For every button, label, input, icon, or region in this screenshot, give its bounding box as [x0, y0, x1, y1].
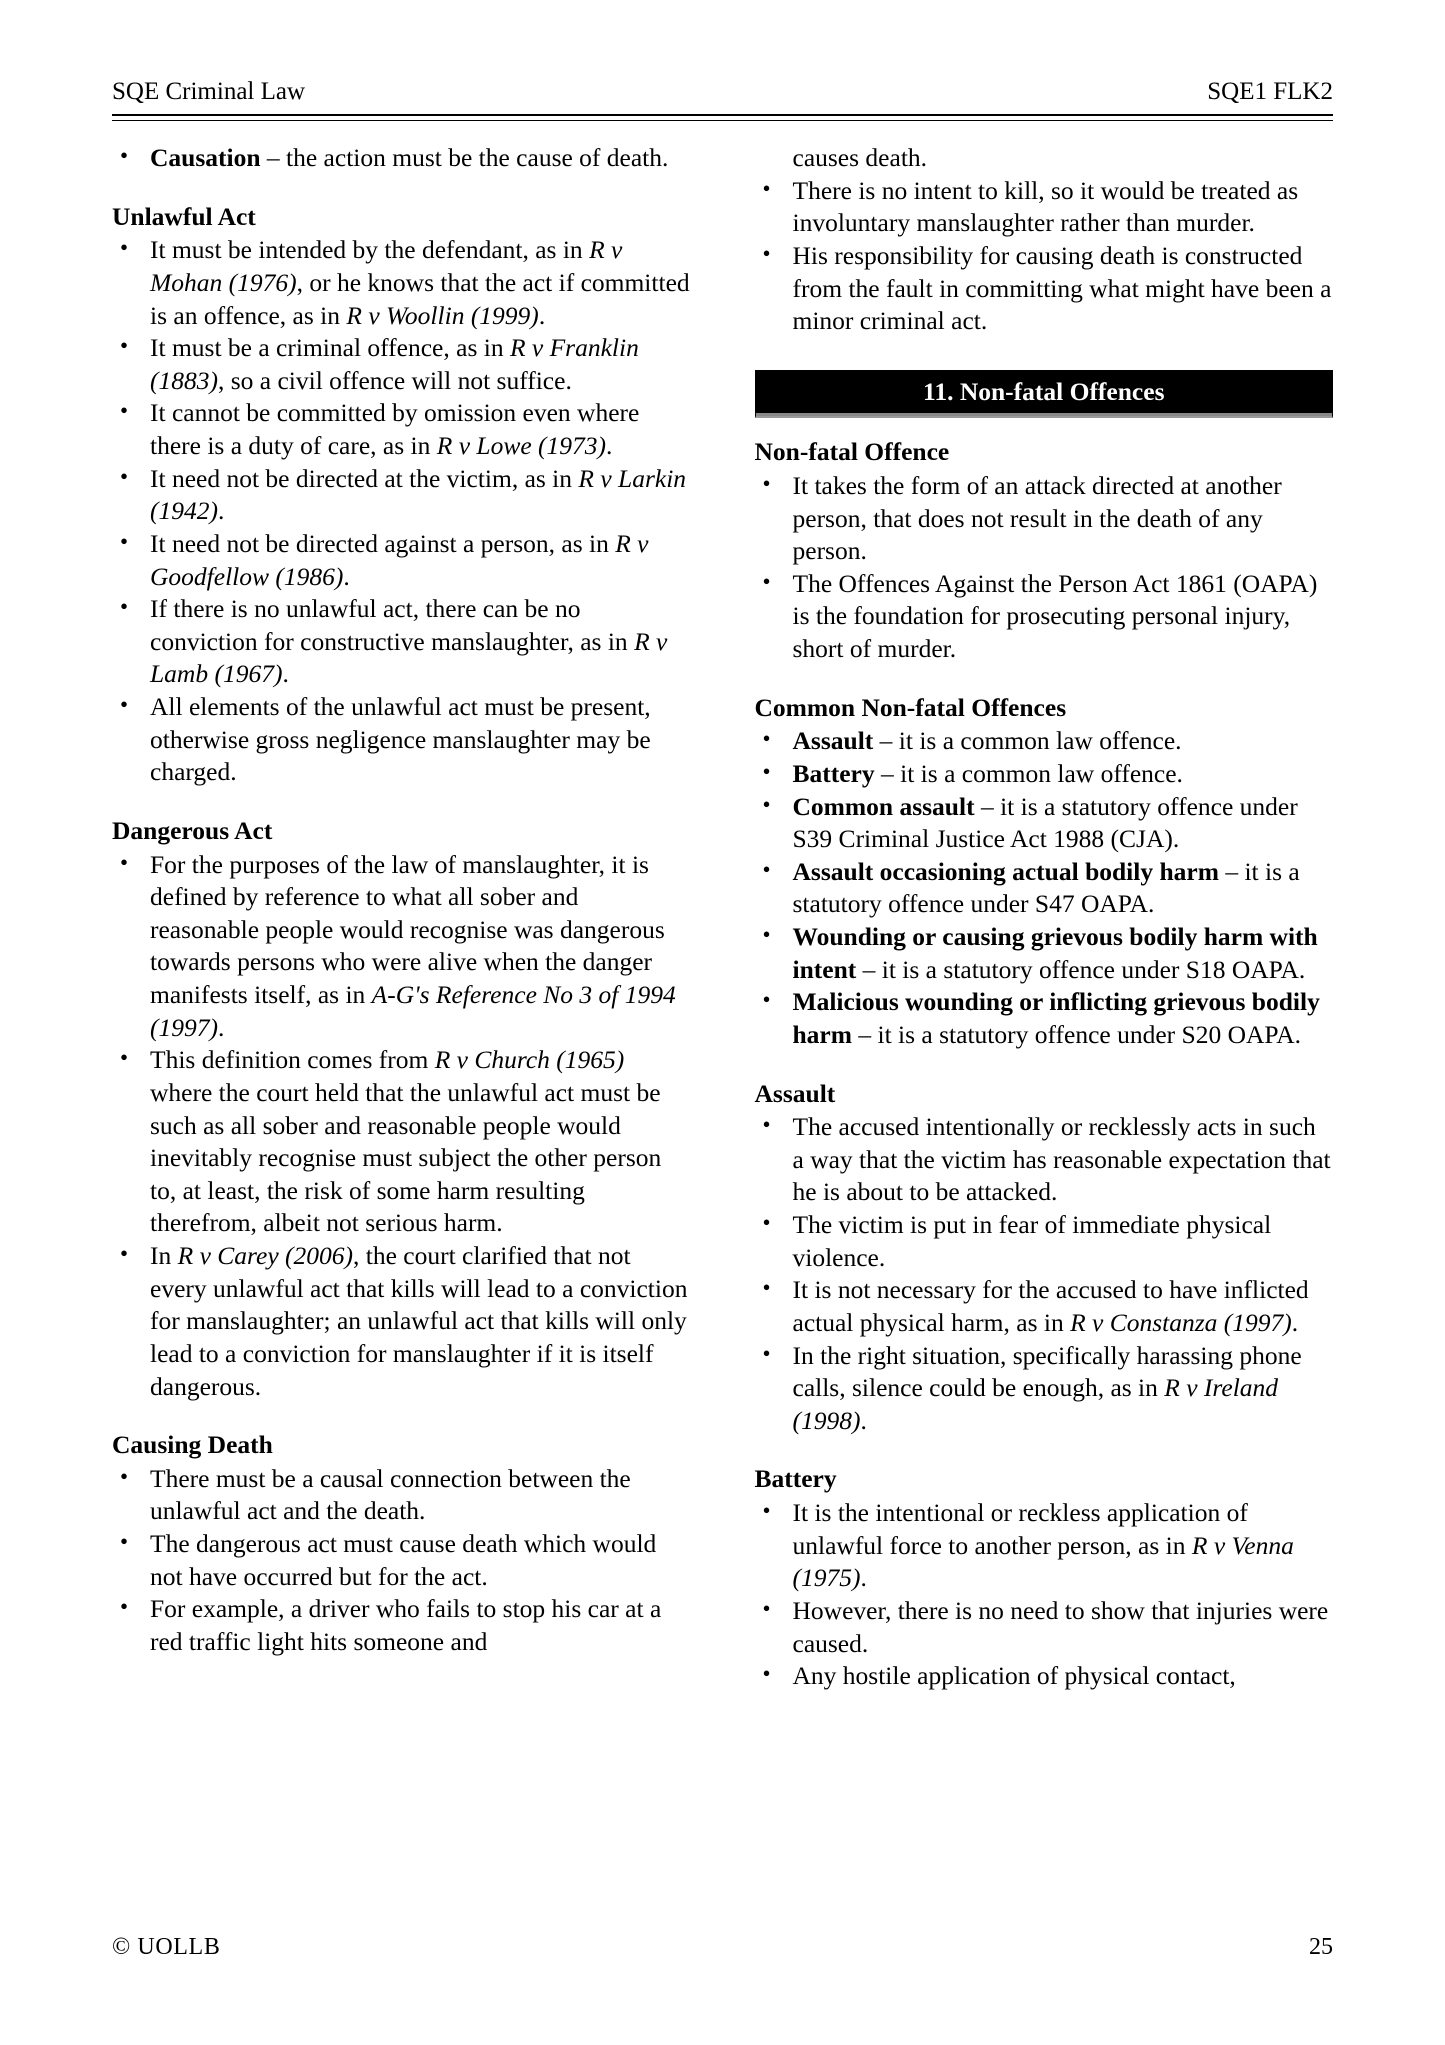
list-item: • However, there is no need to show that injuries were caused. [755, 1595, 1334, 1660]
offence-detail: – it is a statutory offence under S20 OAPA. [852, 1019, 1302, 1049]
header-divider-rule [112, 114, 1333, 121]
list-item [755, 758, 1334, 791]
causation-bullet-list [112, 142, 691, 175]
list-item [755, 856, 1334, 921]
list-item [755, 725, 1334, 758]
causation-text: – the action must be the cause of death. [260, 143, 669, 172]
right-column [755, 142, 1334, 1885]
heading-dangerous-act: Dangerous Act [112, 815, 273, 845]
list-item: • The victim is put in fear of immediate physical violence. [755, 1209, 1334, 1274]
list-item [755, 986, 1334, 1051]
offence-detail: – it is a statutory offence under S18 OAPA. [856, 954, 1306, 984]
offence-term: Battery [792, 758, 875, 788]
list-item: • It is the intentional or reckless application of unlawful force to another person, as in R v Venna (1975). [755, 1497, 1334, 1595]
list-item: • For the purposes of the law of manslaughter, it is defined by reference to what all sober and reasonable people would recognise was dangerous towards persons who were alive when the danger manifests itself, as in A-G's Reference No 3 of 1994 (1997). [112, 849, 691, 1045]
offence-term: Assault occasioning actual bodily harm [792, 856, 1219, 886]
offence-detail: – it is a statutory offence under S47 OAPA. [792, 856, 1300, 919]
section-banner [755, 370, 1334, 419]
list-item: • The accused intentionally or recklessly acts in such a way that the victim has reasonable expectation that he is about to be attacked. [755, 1111, 1334, 1209]
offence-detail: – it is a statutory offence under S39 Criminal Justice Act 1988 (CJA). [792, 791, 1298, 854]
spacer [755, 422, 1334, 436]
left-column [112, 142, 691, 1885]
continuation-bullet-list [755, 142, 1334, 338]
list-item: • It takes the form of an attack directed at another person, that does not result in the death of any person. [755, 470, 1334, 568]
list-item: • There is no intent to kill, so it would be treated as involuntary manslaughter rather than murder. [755, 175, 1334, 240]
spacer [112, 789, 691, 815]
assault-bullet-list [755, 1111, 1334, 1437]
copyright-notice: © UOLLB [112, 1934, 221, 1960]
list-item: • In R v Carey (2006), the court clarified that not every unlawful act that kills will lead to a conviction for manslaughter; an unlawful act that kills will only lead to a conviction for manslaughter if it is itself dangerous. [112, 1240, 691, 1403]
heading-non-fatal-offence: Non-fatal Offence [754, 437, 950, 467]
continuation-text: causes death. [792, 143, 928, 172]
offence-term: Assault [792, 726, 874, 756]
heading-common-non-fatal-offences: Common Non-fatal Offences [754, 692, 1067, 722]
causing-death-bullet-list [112, 1463, 691, 1659]
list-item [112, 142, 691, 175]
spacer [112, 1403, 691, 1429]
list-item: • All elements of the unlawful act must be present, otherwise gross negligence manslaughter may be charged. [112, 691, 691, 789]
header-right-title: SQE1 FLK2 [1207, 78, 1333, 105]
heading-causing-death: Causing Death [112, 1430, 273, 1460]
list-item: • The Offences Against the Person Act 1861 (OAPA) is the foundation for prosecuting personal injury, short of murder. [755, 568, 1334, 666]
dangerous-act-bullet-list [112, 849, 691, 1404]
page-body [112, 142, 1333, 1885]
list-item: • This definition comes from R v Church (1965) where the court held that the unlawful act must be such as all sober and reasonable people would inevitably recognise must subject the other person to, at least, the risk of some harm resulting therefrom, albeit not serious harm. [112, 1044, 691, 1240]
list-item: • There must be a causal connection between the unlawful act and the death. [112, 1463, 691, 1528]
spacer [755, 666, 1334, 692]
list-item: • It cannot be committed by omission even where there is a duty of care, as in R v Lowe (1973). [112, 397, 691, 462]
offence-detail: – it is a common law offence. [873, 726, 1182, 756]
list-item: • Any hostile application of physical contact, [755, 1660, 1334, 1693]
offence-term: Common assault [792, 791, 975, 821]
offence-term: Malicious wounding or inflicting grievous bodily harm [792, 987, 1320, 1049]
unlawful-act-bullet-list [112, 234, 691, 789]
spacer [112, 175, 691, 201]
list-item: • It is not necessary for the accused to have inflicted actual physical harm, as in R v Constanza (1997). [755, 1274, 1334, 1339]
battery-bullet-list [755, 1497, 1334, 1693]
list-item: • It need not be directed against a person, as in R v Goodfellow (1986). [112, 528, 691, 593]
section-banner-title: 11. Non-fatal Offences [756, 371, 1333, 417]
header-left-title: SQE Criminal Law [112, 78, 306, 105]
offence-detail: – it is a common law offence. [874, 758, 1183, 788]
list-item: • It need not be directed at the victim, as in R v Larkin (1942). [112, 463, 691, 528]
page-number: 25 [1309, 1934, 1333, 1960]
list-item: • It must be a criminal offence, as in R v Franklin (1883), so a civil offence will not suffice. [112, 332, 691, 397]
spacer [755, 338, 1334, 364]
list-item: • If there is no unlawful act, there can be no conviction for constructive manslaughter, as in R v Lamb (1967). [112, 593, 691, 691]
non-fatal-offence-bullet-list [755, 470, 1334, 666]
list-item: • His responsibility for causing death is constructed from the fault in committing what might have been a minor criminal act. [755, 240, 1334, 338]
list-item [755, 921, 1334, 986]
list-item: • For example, a driver who fails to stop his car at a red traffic light hits someone and [112, 1593, 691, 1658]
list-item: • It must be intended by the defendant, as in R v Mohan (1976), or he knows that the act if committed is an offence, as in R v Woollin (1999). [112, 234, 691, 332]
heading-assault: Assault [754, 1078, 836, 1108]
causation-term: Causation [150, 143, 261, 172]
heading-unlawful-act: Unlawful Act [112, 201, 256, 231]
offence-term: Wounding or causing grievous bodily harm with intent [792, 922, 1318, 984]
list-item [755, 791, 1334, 856]
list-item: • In the right situation, specifically harassing phone calls, silence could be enough, as in R v Ireland (1998). [755, 1340, 1334, 1438]
common-offences-bullet-list [755, 725, 1334, 1051]
spacer [755, 1052, 1334, 1078]
list-item: • The dangerous act must cause death which would not have occurred but for the act. [112, 1528, 691, 1593]
page-footer [112, 1934, 1333, 1961]
page-header [112, 78, 1333, 107]
spacer [755, 1437, 1334, 1463]
heading-battery: Battery [754, 1464, 837, 1494]
